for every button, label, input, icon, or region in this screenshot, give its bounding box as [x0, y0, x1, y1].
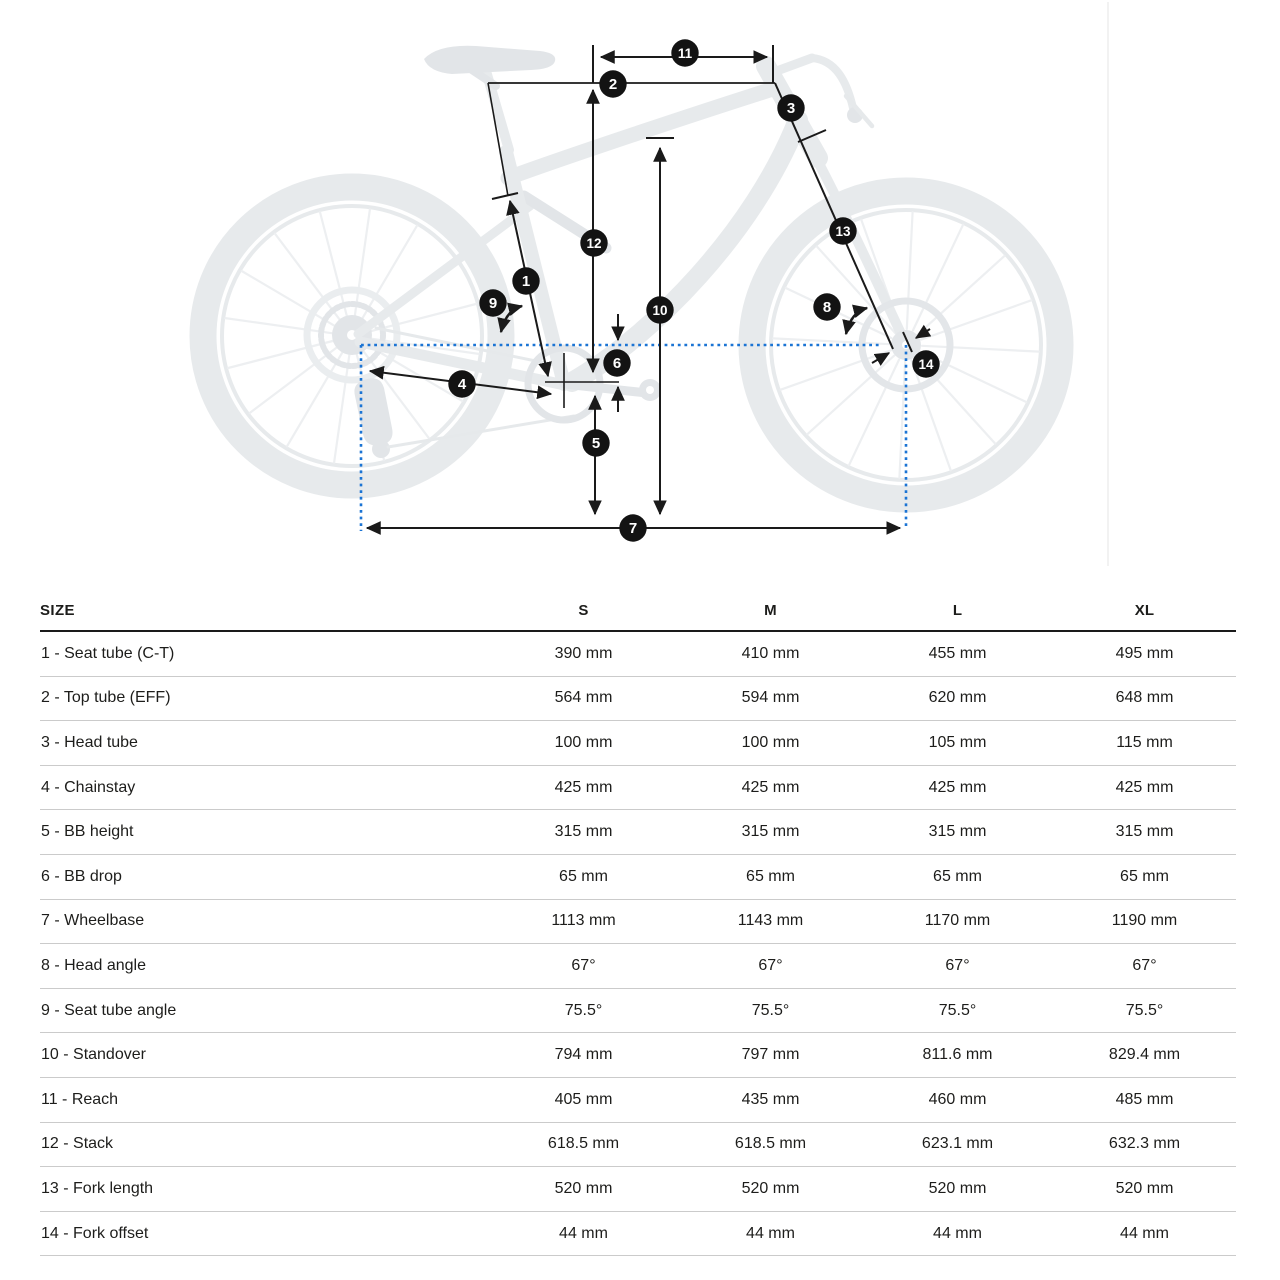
row-value: 100 mm [554, 733, 613, 751]
table-row [40, 721, 1236, 766]
row-value: 564 mm [554, 689, 613, 707]
spoke [922, 346, 1039, 352]
row-value: 648 mm [1115, 689, 1174, 707]
col-header-l: L [952, 602, 963, 619]
diagram-marker-2 [599, 70, 626, 97]
spoke [921, 300, 1031, 339]
row-value: 1170 mm [924, 912, 991, 930]
row-value: 632.3 mm [1108, 1135, 1181, 1153]
diagram-marker-6 [603, 349, 630, 376]
spoke [773, 338, 890, 344]
diagram-marker-12 [580, 229, 607, 256]
row-value: 100 mm [741, 733, 800, 751]
saddle [424, 46, 555, 74]
row-value: 425 mm [554, 778, 613, 796]
row-value: 829.4 mm [1108, 1046, 1181, 1064]
row-value: 67° [945, 956, 970, 974]
row-value: 65 mm [933, 867, 982, 885]
col-header-s: S [578, 602, 589, 619]
table-row [40, 1212, 1236, 1257]
row-label: 14 - Fork offset [41, 1224, 149, 1242]
top-tube [508, 88, 776, 178]
row-value: 794 mm [554, 1046, 613, 1064]
row-value: 315 mm [741, 823, 800, 841]
row-value: 618.5 mm [734, 1135, 807, 1153]
row-value: 425 mm [928, 778, 987, 796]
marker-number: 4 [457, 376, 467, 393]
bike-geometry-figure [0, 0, 1280, 578]
row-value: 410 mm [741, 644, 800, 662]
row-value: 67° [758, 956, 783, 974]
row-value: 618.5 mm [547, 1135, 620, 1153]
row-value: 75.5° [751, 1001, 790, 1019]
row-label: 13 - Fork length [41, 1179, 154, 1197]
row-value: 620 mm [928, 689, 987, 707]
row-label: 3 - Head tube [41, 733, 138, 751]
row-label: 12 - Stack [41, 1135, 114, 1153]
marker-number: 6 [612, 355, 622, 372]
diagram-marker-13 [829, 217, 856, 244]
table-row [40, 855, 1236, 900]
row-label: 9 - Seat tube angle [41, 1001, 177, 1019]
row-value: 67° [1132, 956, 1157, 974]
handlebar [812, 58, 853, 108]
row-label: 1 - Seat tube (C-T) [41, 644, 175, 662]
row-value: 65 mm [746, 867, 795, 885]
col-header-m: M [764, 602, 777, 619]
table-row [40, 810, 1236, 855]
row-value: 315 mm [1115, 823, 1174, 841]
geometry-table [40, 578, 1236, 1256]
row-value: 520 mm [554, 1179, 613, 1197]
row-value: 1143 mm [737, 912, 804, 930]
diagram-marker-5 [582, 429, 609, 456]
diagram-marker-11 [671, 39, 698, 66]
row-value: 315 mm [554, 823, 613, 841]
row-value: 405 mm [554, 1090, 613, 1108]
marker-number: 2 [608, 76, 618, 93]
row-value: 520 mm [928, 1179, 987, 1197]
row-label: 8 - Head angle [41, 956, 146, 974]
row-value: 495 mm [1115, 644, 1174, 662]
row-value: 44 mm [559, 1224, 608, 1242]
row-value: 65 mm [559, 867, 608, 885]
marker-number: 1 [521, 273, 531, 290]
row-label: 10 - Standover [41, 1046, 146, 1064]
diagram-marker-8 [813, 293, 840, 320]
row-value: 425 mm [1115, 778, 1174, 796]
diagram-marker-14 [912, 350, 939, 377]
row-label: 7 - Wheelbase [41, 912, 145, 930]
marker-number: 14 [918, 357, 934, 372]
table-row [40, 1123, 1236, 1168]
diagram-marker-3 [777, 94, 804, 121]
row-value: 75.5° [564, 1001, 603, 1019]
marker-number: 8 [822, 299, 832, 316]
row-value: 105 mm [928, 733, 987, 751]
row-value: 390 mm [554, 644, 613, 662]
table-row [40, 677, 1236, 722]
diagram-marker-9 [479, 289, 506, 316]
marker-number: 13 [835, 224, 851, 239]
row-value: 65 mm [1120, 867, 1169, 885]
marker-number: 10 [652, 303, 668, 318]
row-value: 315 mm [928, 823, 987, 841]
table-row [40, 989, 1236, 1034]
row-value: 67° [571, 956, 596, 974]
col-header-xl: XL [1134, 602, 1155, 619]
diagram-marker-1 [512, 267, 539, 294]
row-value: 75.5° [938, 1001, 977, 1019]
row-value: 520 mm [741, 1179, 800, 1197]
pedal-axle [646, 386, 654, 394]
row-value: 455 mm [928, 644, 987, 662]
stem [774, 58, 812, 72]
marker-number: 7 [628, 520, 638, 537]
spoke [781, 350, 891, 389]
bike-ghost-image [203, 46, 1060, 499]
row-value: 44 mm [933, 1224, 982, 1242]
row-value: 44 mm [746, 1224, 795, 1242]
row-label: 11 - Reach [41, 1090, 119, 1108]
marker-number: 11 [677, 46, 693, 61]
spoke [907, 212, 913, 329]
row-label: 4 - Chainstay [41, 778, 136, 796]
table-row [40, 1033, 1236, 1078]
table-row [40, 1078, 1236, 1123]
row-value: 623.1 mm [921, 1135, 994, 1153]
row-value: 520 mm [1115, 1179, 1174, 1197]
row-value: 811.6 mm [922, 1046, 993, 1064]
marker-number: 12 [586, 236, 602, 251]
table-row [40, 900, 1236, 945]
row-value: 485 mm [1115, 1090, 1174, 1108]
geometry-diagram [0, 0, 1280, 578]
row-value: 1190 mm [1111, 912, 1178, 930]
table-header-row [40, 578, 1236, 632]
row-label: 5 - BB height [41, 823, 134, 841]
table-row [40, 1167, 1236, 1212]
crank-arm [564, 384, 647, 393]
row-value: 460 mm [928, 1090, 987, 1108]
size-header: SIZE [40, 602, 75, 619]
marker-number: 5 [591, 435, 601, 452]
diagram-marker-7 [619, 514, 646, 541]
row-value: 797 mm [741, 1046, 800, 1064]
row-value: 425 mm [741, 778, 800, 796]
diagram-marker-10 [646, 296, 673, 323]
row-value: 1113 mm [551, 912, 616, 930]
table-row [40, 632, 1236, 677]
table-row [40, 766, 1236, 811]
diagram-marker-4 [448, 370, 475, 397]
marker-number: 3 [786, 100, 796, 117]
row-label: 6 - BB drop [41, 867, 122, 885]
row-value: 435 mm [741, 1090, 800, 1108]
row-value: 594 mm [741, 689, 800, 707]
row-label: 2 - Top tube (EFF) [41, 689, 171, 707]
row-value: 75.5° [1125, 1001, 1164, 1019]
row-value: 115 mm [1116, 733, 1173, 751]
table-body [40, 632, 1236, 1256]
derailleur-pulley [372, 440, 390, 458]
row-value: 44 mm [1120, 1224, 1169, 1242]
marker-number: 9 [488, 295, 498, 312]
table-row [40, 944, 1236, 989]
spoke [899, 361, 905, 478]
